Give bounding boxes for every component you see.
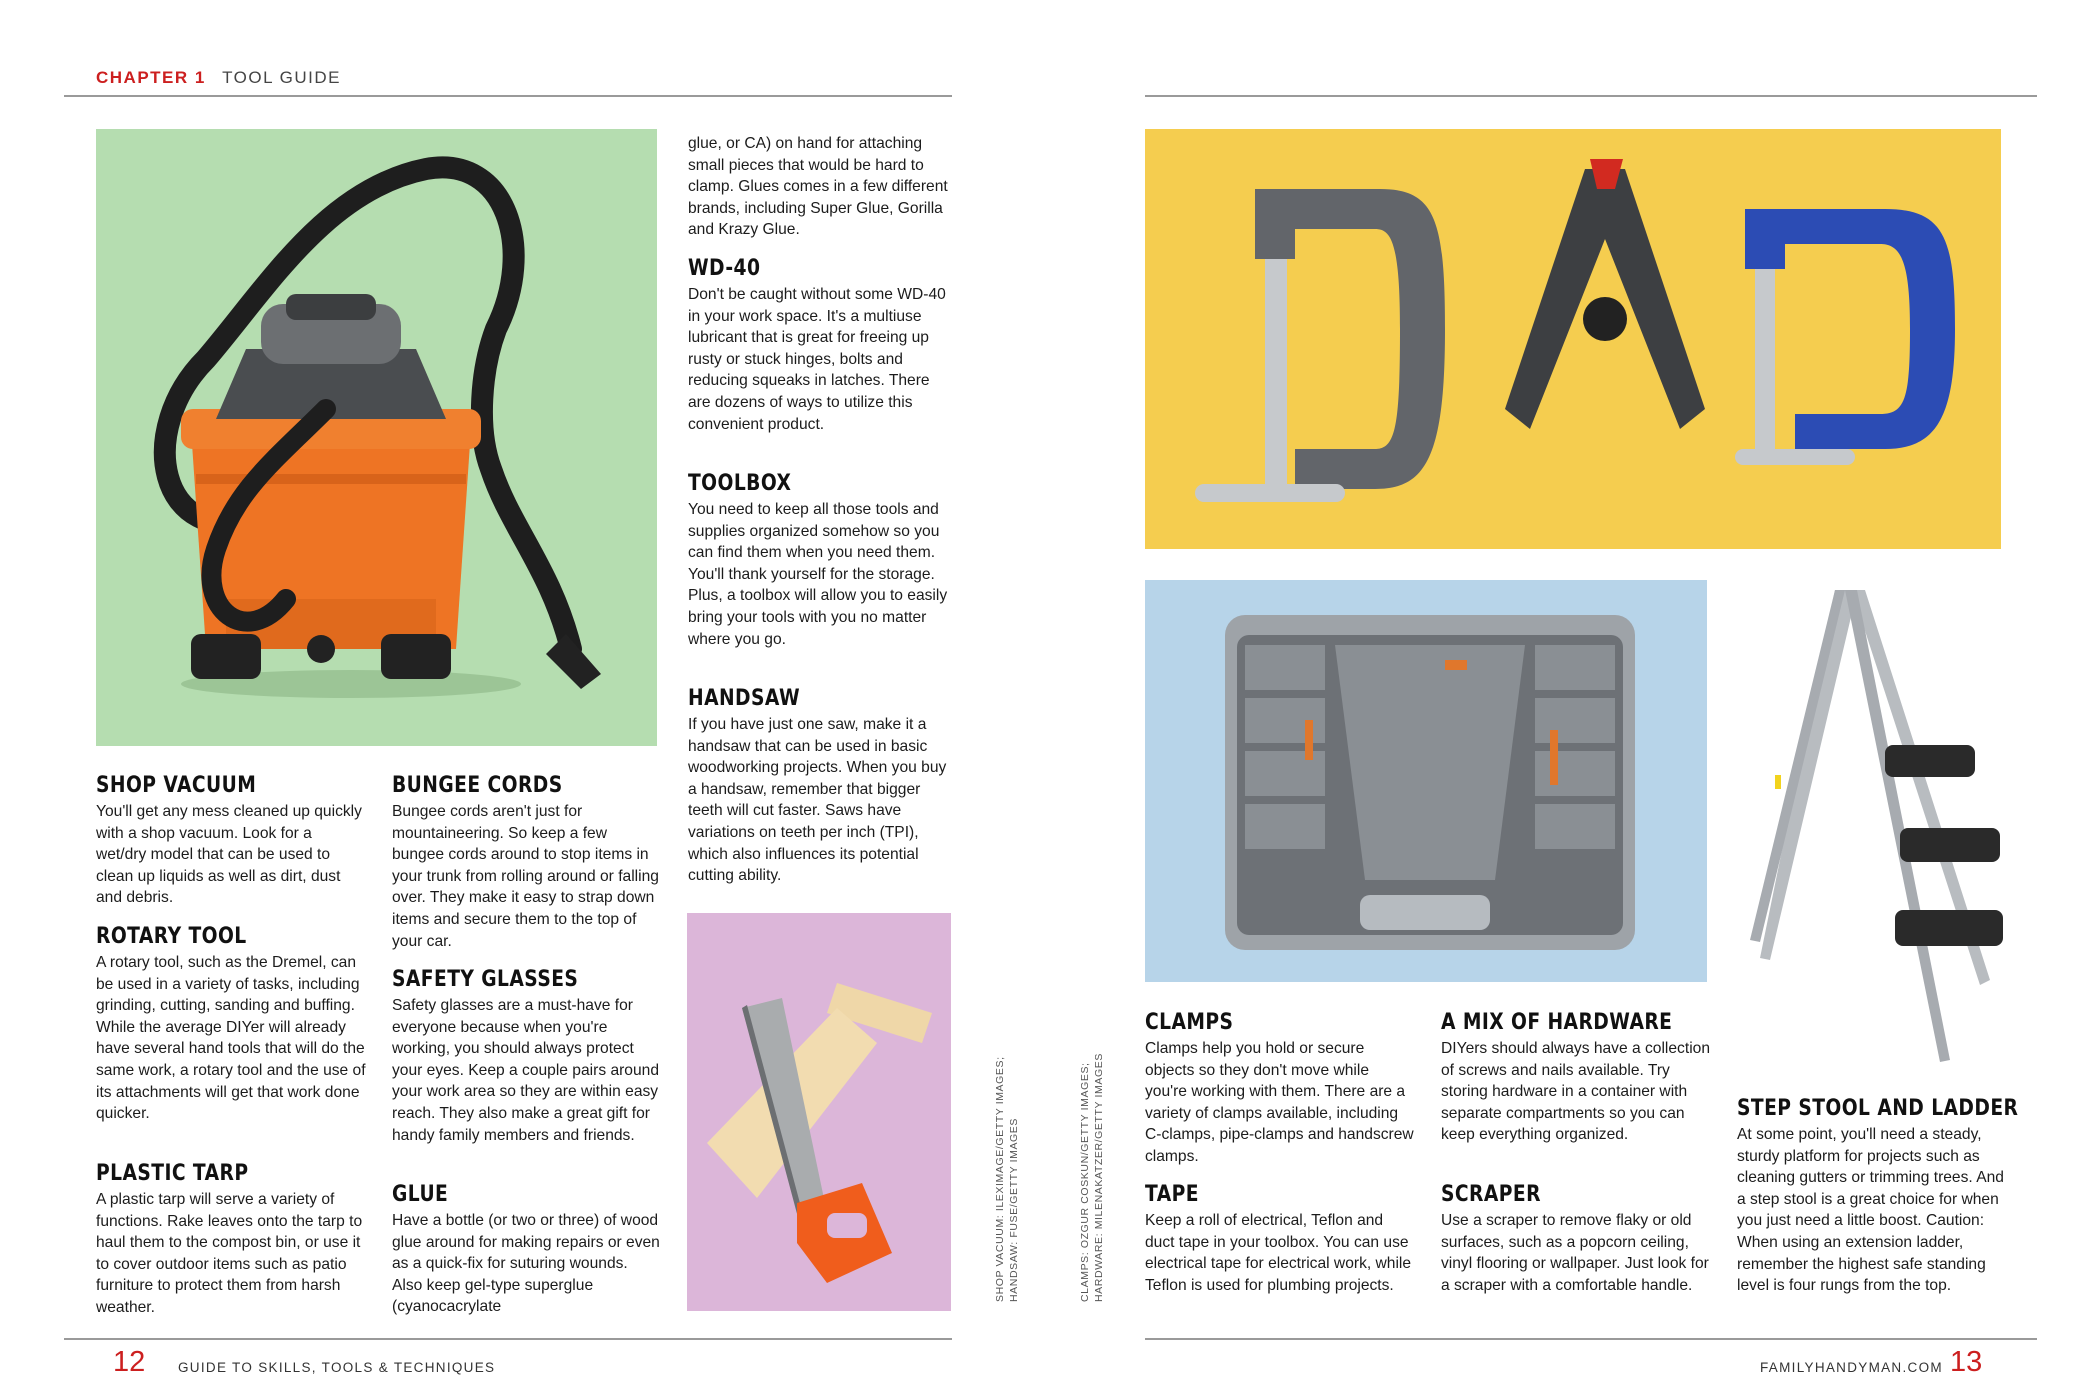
handsaw-illustration [687,913,951,1311]
header-rule-right [1145,95,2037,97]
section-title: WD-40 [688,256,761,281]
step-stool-photo [1735,580,2015,1080]
section-hardware [1441,1010,1711,1146]
hardware-organizer-photo [1145,580,1707,982]
clamps-photo [1145,129,2001,549]
footer-rule-right [1145,1338,2037,1340]
section-title: A MIX OF HARDWARE [1441,1010,1673,1035]
section-glue [392,1182,660,1318]
credit-line: CLAMPS: OZGUR COSKUN/GETTY IMAGES; [1079,1062,1091,1302]
section-body-continued: glue, or CA) on hand for attaching small pieces that would be hard to clamp. Glues comes in a few different brands, including Super Glue, Gorilla and Krazy Glue. [688,135,948,239]
photo-credit-left [993,1056,1021,1302]
section-title: TAPE [1145,1182,1199,1207]
section-title: BUNGEE CORDS [392,773,563,798]
running-header [96,68,341,88]
page-number-right: 13 [1950,1346,1983,1378]
section-body: Have a bottle (or two or three) of wood glue around for making repairs or even as a quick-fix for suturing wounds. Also keep gel-type superglue (cyanocacrylate [392,1212,660,1316]
section-title: STEP STOOL AND LADDER [1737,1096,2019,1121]
section-label: TOOL GUIDE [222,68,342,87]
section-glue-continued [688,133,952,241]
credit-line: SHOP VACUUM: ILEXIMAGE/GETTY IMAGES; [994,1056,1006,1302]
section-title: CLAMPS [1145,1010,1234,1035]
section-wd40 [688,256,952,435]
section-title: SCRAPER [1441,1182,1541,1207]
hardware-organizer-illustration [1145,580,1707,982]
section-body: Safety glasses are a must-have for everyone because when you're working, you should always protect your eyes. Keep a couple pairs around your work area so they are within easy reach. They also make a great gift for handy family members and friends. [392,997,659,1144]
section-body: A rotary tool, such as the Dremel, can be used in a variety of tasks, including grinding, cutting, sanding and buffing. While the average DIYer will already have several hand tools that will do the same work, a rotary tool and the use of its attachments will get that work done quicker. [96,954,366,1123]
footer-rule-left [64,1338,952,1340]
section-rotary-tool [96,924,366,1125]
section-title: HANDSAW [688,686,801,711]
section-toolbox [688,471,952,650]
section-body: A plastic tarp will serve a variety of functions. Rake leaves onto the tarp to haul them to the compost bin, or use it to cover outdoor items such as patio furniture to protect them from harsh weather. [96,1191,363,1316]
website-label[interactable]: FAMILYHANDYMAN.COM [1760,1360,1943,1375]
section-title: ROTARY TOOL [96,924,247,949]
section-clamps [1145,1010,1415,1168]
section-body: Keep a roll of electrical, Teflon and duct tape in your toolbox. You can use electrical tape for electrical work, while Teflon is used for plumbing projects. [1145,1212,1412,1294]
header-rule-left [64,95,952,97]
section-body: DIYers should always have a collection of screws and nails available. Try storing hardware in a container with separate compartments so you can keep everything organized. [1441,1040,1710,1144]
page-number-left: 12 [113,1346,146,1378]
photo-credit-right [1078,1053,1106,1302]
credit-line: HANDSAW: FUSE/GETTY IMAGES [1008,1117,1020,1302]
section-body: Bungee cords aren't just for mountaineering. So keep a few bungee cords around to stop items in your trunk from rolling around or falling over. They make it easy to strap down items and secure them to the top of your car. [392,803,659,950]
section-title: PLASTIC TARP [96,1161,249,1186]
credit-line: HARDWARE: MILENAKATZER/GETTY IMAGES [1093,1053,1105,1302]
section-scraper [1441,1182,1711,1296]
section-body: You need to keep all those tools and supplies organized somehow so you can find them when you need them. You'll thank yourself for the storage. Plus, a toolbox will allow you to easily bring your tools with you no matter where you go. [688,501,948,648]
section-tape [1145,1182,1415,1296]
section-body: Use a scraper to remove flaky or old surfaces, such as a popcorn ceiling, vinyl flooring or wallpaper. Just look for a scraper with a comfortable handle. [1441,1212,1709,1294]
section-body: At some point, you'll need a steady, sturdy platform for projects such as cleaning gutters or trimming trees. And a step stool is a great choice for when you just need a little boost. Caution: When using an extension ladder, remember the highest safe standing level is four rungs from the top. [1737,1126,2004,1295]
section-handsaw [688,686,952,887]
section-step-stool [1737,1096,2019,1297]
shop-vacuum-illustration [96,129,657,746]
section-bungee-cords [392,773,660,952]
step-stool-illustration [1735,580,2015,1080]
section-title: GLUE [392,1182,449,1207]
shop-vacuum-photo [96,129,657,746]
handsaw-photo [687,913,951,1311]
section-plastic-tarp [96,1161,366,1319]
section-title: SAFETY GLASSES [392,967,579,992]
chapter-label: CHAPTER 1 [96,68,206,87]
section-title: TOOLBOX [688,471,792,496]
section-title: SHOP VACUUM [96,773,257,798]
section-body: If you have just one saw, make it a handsaw that can be used in basic woodworking projects. When you buy a handsaw, remember that bigger teeth will cut faster. Saws have variations on teeth per inch (TPI), which also influences its potential cutting ability. [688,716,947,885]
section-body: You'll get any mess cleaned up quickly with a shop vacuum. Look for a wet/dry model that can be used to clean up liquids as well as dirt, dust and debris. [96,803,362,907]
section-shop-vacuum [96,773,366,909]
section-body: Clamps help you hold or secure objects so they don't move while you're working with them. There are a variety of clamps available, including C-clamps, pipe-clamps and handscrew clamps. [1145,1040,1414,1165]
publication-title: GUIDE TO SKILLS, TOOLS & TECHNIQUES [178,1360,496,1375]
section-safety-glasses [392,967,660,1146]
section-body: Don't be caught without some WD-40 in your work space. It's a multiuse lubricant that is great for freeing up rusty or stuck hinges, bolts and reducing squeaks in latches. There are dozens of ways to utilize this convenient product. [688,286,946,433]
clamps-illustration [1145,129,2001,549]
